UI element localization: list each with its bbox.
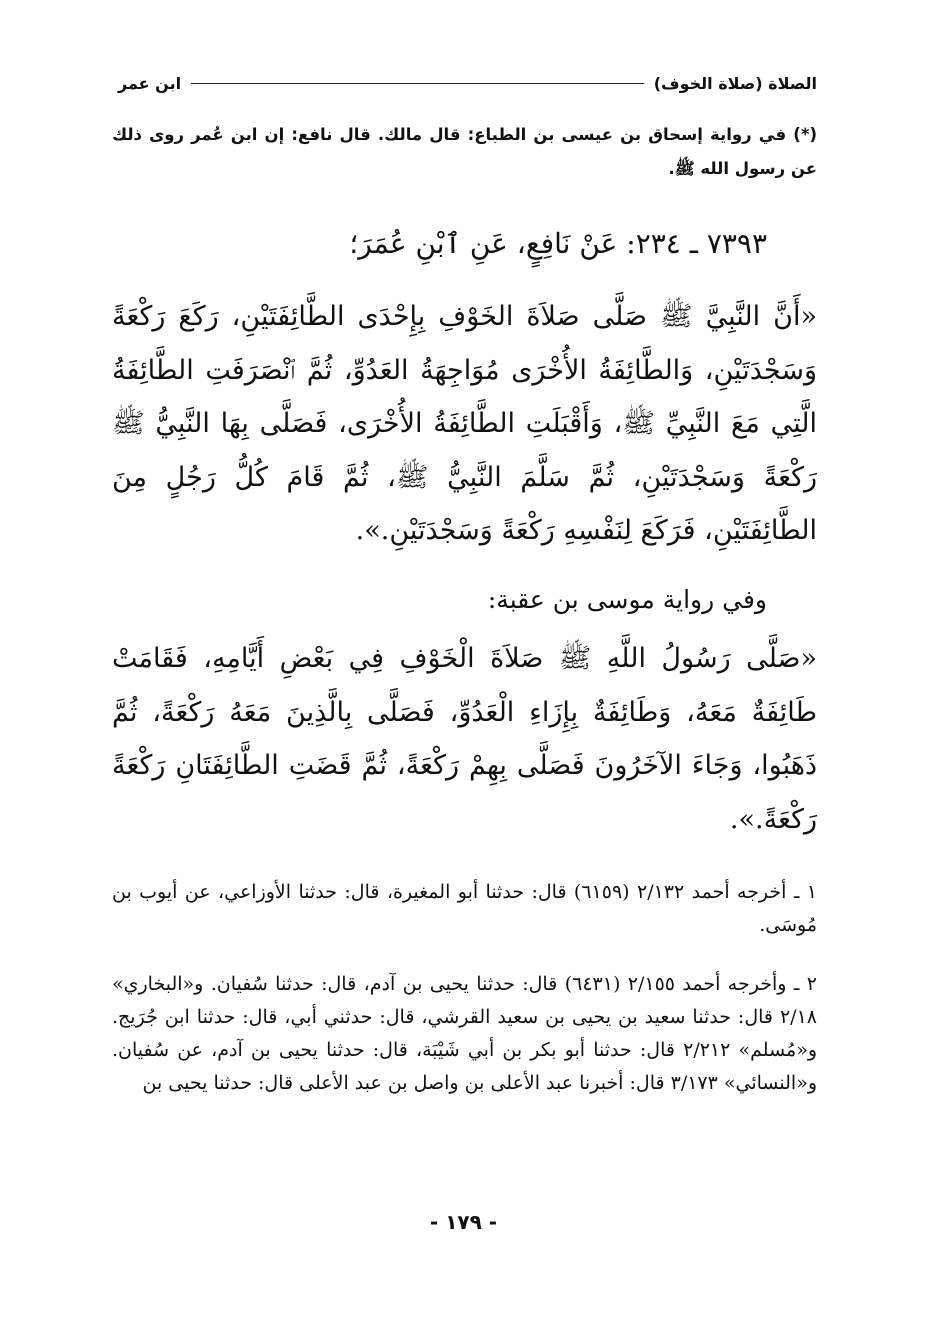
page-number: - ١٧٩ - — [429, 1210, 498, 1234]
chapter-title: الصلاة (صلاة الخوف) — [653, 73, 817, 93]
hadith-text: «أَنَّ النَّبِيَّ ﷺ صَلَّى صَلاَةَ الخَوْفِ بِإِحْدَى الطَّائِفَتَيْنِ، رَكَعَ رَكْعَةً وَسَجْدَتَيْنِ، وَالطَّائِفَةُ الأُخْرَى مُوَاجِهَةُ العَدُوِّ، ثُمَّ ٱنْصَرَفَتِ الطَّائِفَةُ الَّتِي مَعَ النَّبِيِّ ﷺ، وَأَقْبَلَتِ الطَّائِفَةُ الأُخْرَى، فَصَلَّى بِهَا النَّبِيُّ ﷺ رَكْعَةً وَسَجْدَتَيْنِ، ثُمَّ سَلَّمَ النَّبِيُّ ﷺ، ثُمَّ قَامَ كُلُّ رَجُلٍ مِنَ الطَّائِفَتَيْنِ، فَرَكَعَ لِنَفْسِهِ رَكْعَةً وَسَجْدَتَيْنِ.». — [112, 301, 817, 546]
footnote-1: ١ ـ أخرجه أحمد ٢/١٣٢ (٦١٥٩) قال: حدثنا أبو المغيرة، قال: حدثنا الأوزاعي، عن أيوب بن مُوسَى. — [112, 881, 817, 936]
hadith-heading: ٧٣٩٣ ـ ٢٣٤: عَنْ نَافِعٍ، عَنِ ٱبْنِ عُمَرَ؛ — [349, 227, 767, 260]
variant-intro: وفي رواية موسى بن عقبة: — [487, 585, 767, 614]
header-rule — [191, 83, 644, 84]
footnote-2: ٢ ـ وأخرجه أحمد ٢/١٥٥ (٦٤٣١) قال: حدثنا يحيى بن آدم، قال: حدثنا سُفيان. و«البخاري» ٢/١٨ قال: حدثنا سعيد بن يحيى بن سعيد القرشي، قال: حدثني أبي، قال: حدثنا ابن جُرَيج. و«مُسلم» ٢/٢١٢ قال: حدثنا أبو بكر بن أبي شَيْبَة، قال: حدثنا يحيى بن آدم، عن سُفيان. و«النسائي» ٣/١٧٣ قال: أخبرنا عبد الأعلى بن واصل بن عبد الأعلى قال: حدثنا يحيى بن — [112, 973, 818, 1094]
editor-note: (*) في رواية إسحاق بن عيسى بن الطباع: قال مالك. قال نافع: إن ابن عُمر روى ذلك عن رسول الله ﷺ. — [112, 125, 817, 178]
running-header — [118, 70, 817, 96]
variant-text: «صَلَّى رَسُولُ اللَّهِ ﷺ صَلاَةَ الْخَوْفِ فِي بَعْضِ أَيَّامِهِ، فَقَامَتْ طَائِفَةٌ مَعَهُ، وَطَائِفَةٌ بِإِزَاءِ الْعَدُوِّ، فَصَلَّى بِالَّذِينَ مَعَهُ رَكْعَةً، ثُمَّ ذَهَبُوا، وَجَاءَ الآخَرُونَ فَصَلَّى بِهِمْ رَكْعَةً، ثُمَّ قَضَتِ الطَّائِفَتَانِ رَكْعَةً رَكْعَةً.». — [112, 643, 817, 835]
narrator-name: ابن عمر — [118, 73, 182, 93]
